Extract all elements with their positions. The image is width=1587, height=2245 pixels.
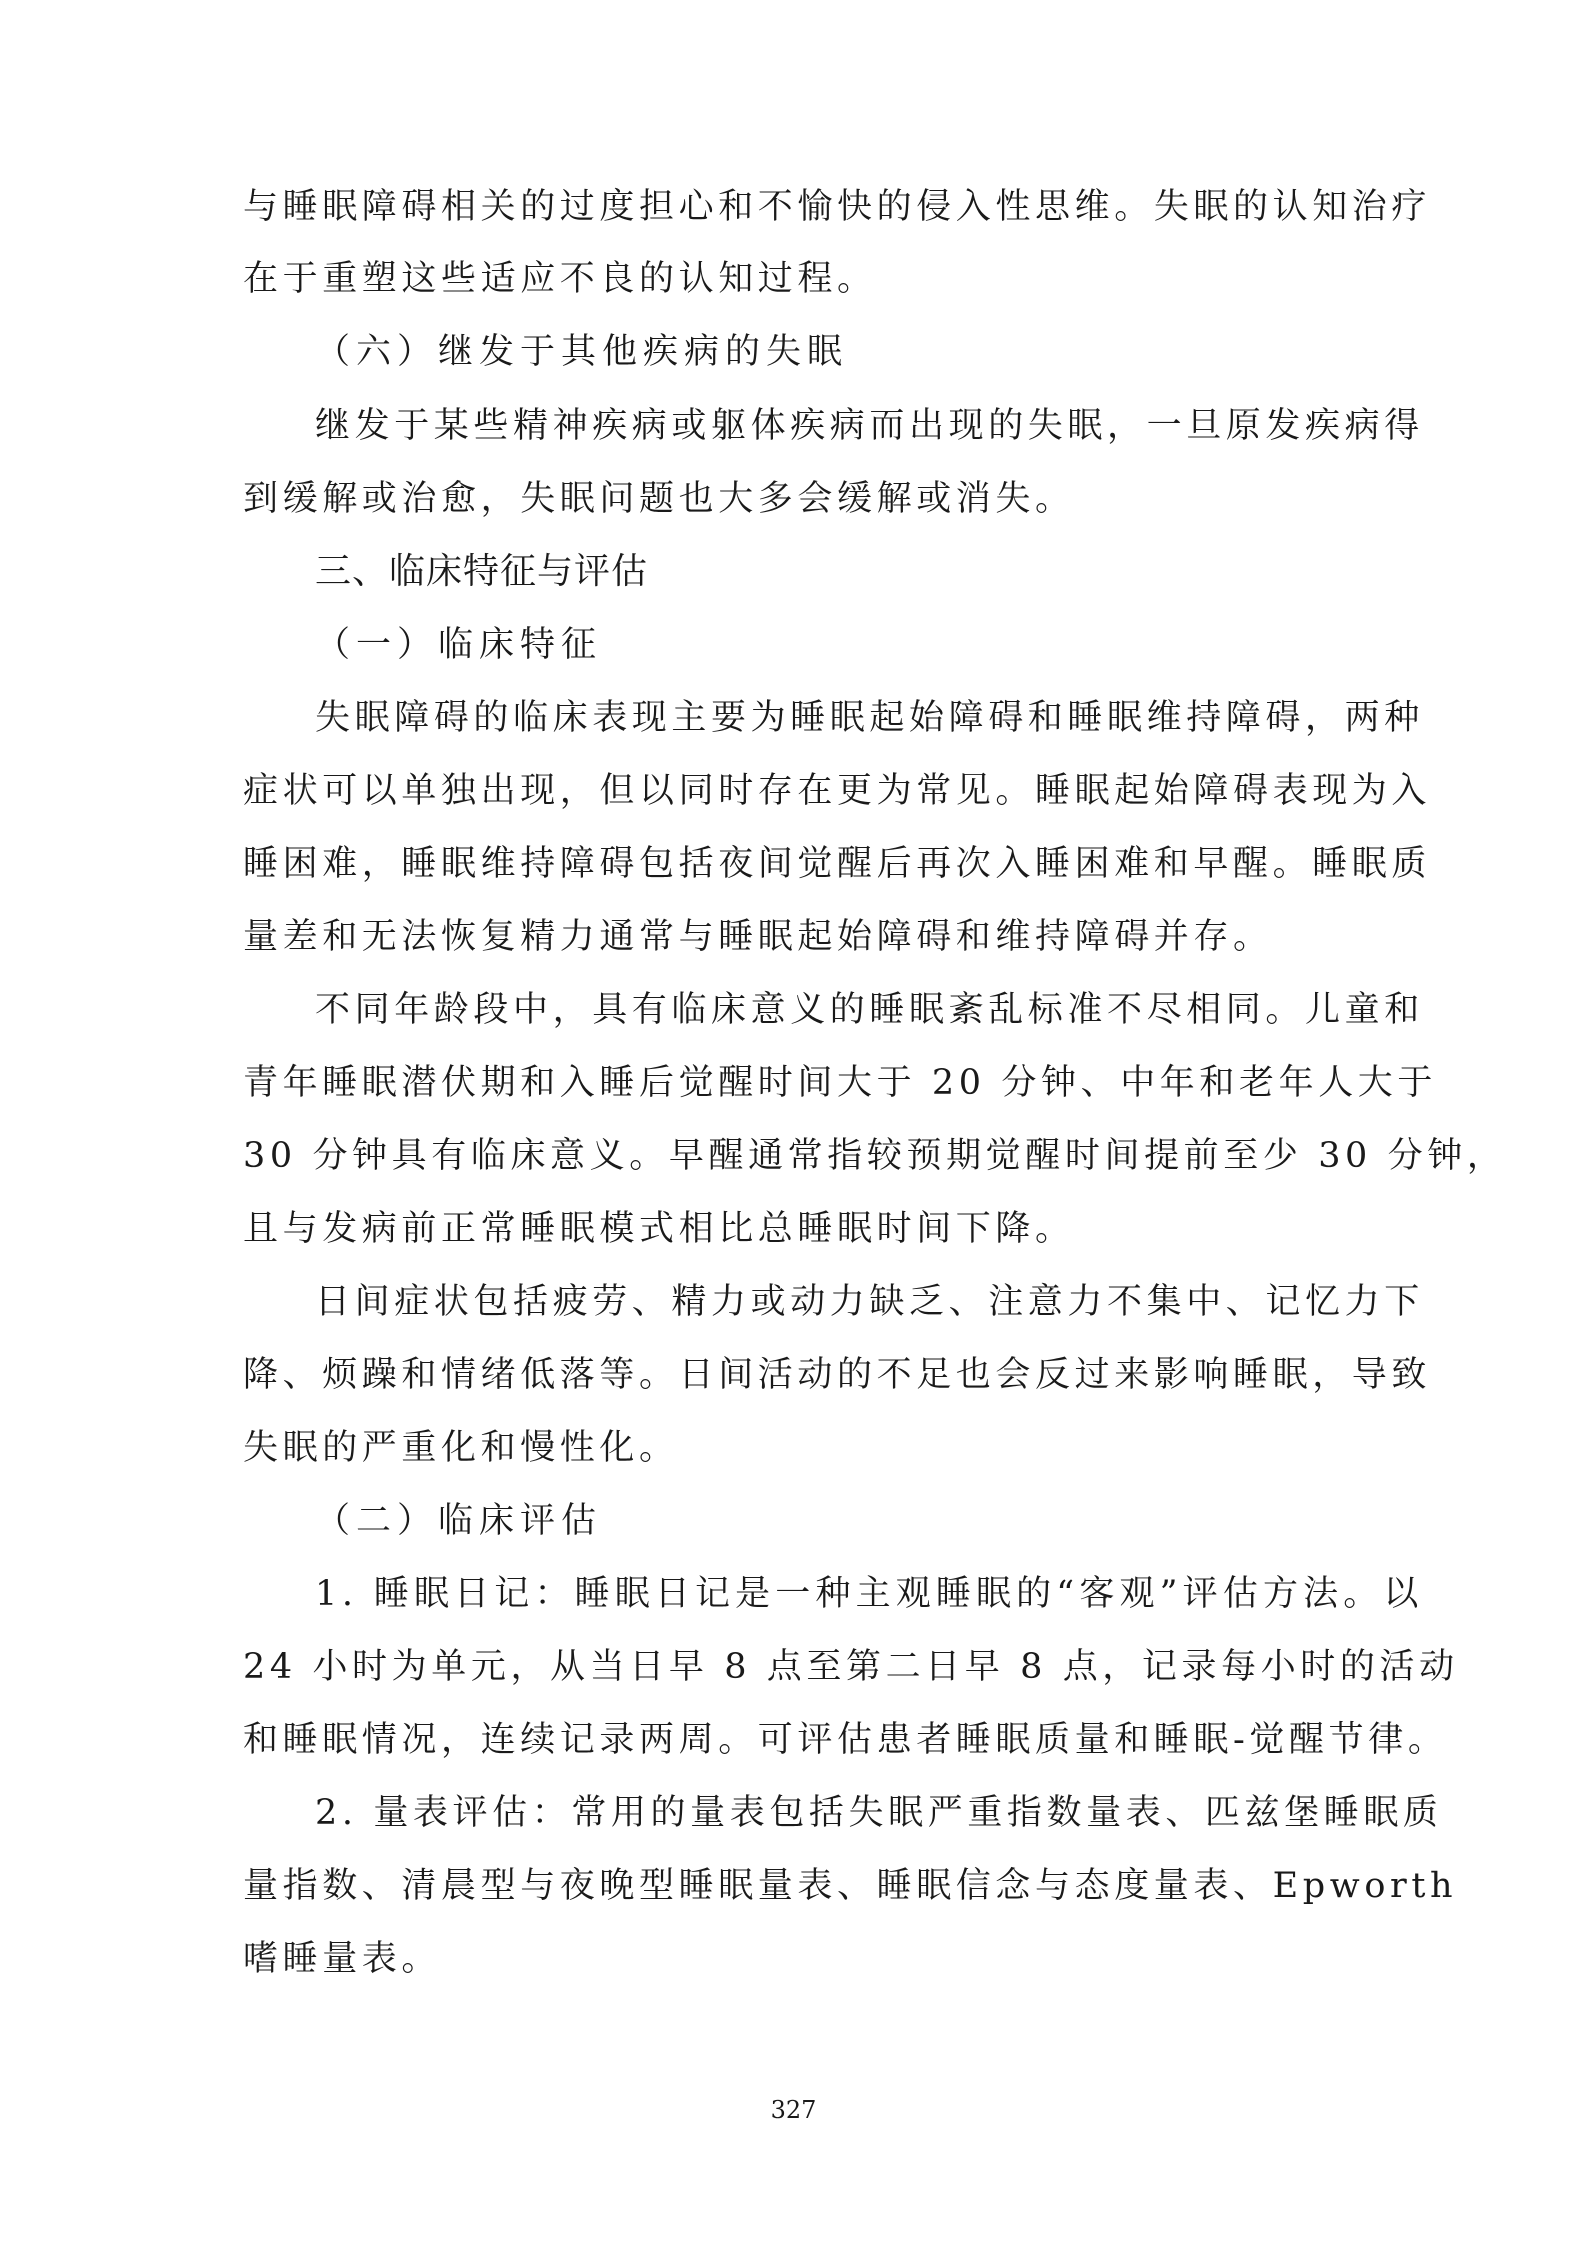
- paragraph-line: 2. 量表评估：常用的量表包括失眠严重指数量表、匹兹堡睡眠质: [315, 1793, 1443, 1833]
- paragraph-line: 且与发病前正常睡眠模式相比总睡眠时间下降。: [243, 1209, 1075, 1249]
- section-subheading: （二）临床评估: [315, 1501, 603, 1541]
- paragraph-line: 和睡眠情况，连续记录两周。可评估患者睡眠质量和睡眠-觉醒节律。: [243, 1720, 1448, 1760]
- paragraph-line: 量差和无法恢复精力通常与睡眠起始障碍和维持障碍并存。: [243, 917, 1273, 957]
- paragraph-line: 到缓解或治愈，失眠问题也大多会缓解或消失。: [243, 479, 1075, 519]
- paragraph-line: 失眠的严重化和慢性化。: [243, 1428, 679, 1468]
- paragraph-line: 1. 睡眠日记：睡眠日记是一种主观睡眠的“客观”评估方法。以: [315, 1574, 1423, 1614]
- paragraph-line: 在于重塑这些适应不良的认知过程。: [243, 259, 877, 299]
- paragraph-line: 失眠障碍的临床表现主要为睡眠起始障碍和睡眠维持障碍，两种: [315, 698, 1424, 738]
- paragraph-line: 日间症状包括疲劳、精力或动力缺乏、注意力不集中、记忆力下: [315, 1282, 1424, 1322]
- paragraph-line: 睡困难，睡眠维持障碍包括夜间觉醒后再次入睡困难和早醒。睡眠质: [243, 844, 1432, 884]
- paragraph-line: 量指数、清晨型与夜晚型睡眠量表、睡眠信念与态度量表、Epworth: [243, 1866, 1458, 1906]
- section-subheading: （六）继发于其他疾病的失眠: [315, 332, 849, 372]
- paragraph-line: 与睡眠障碍相关的过度担心和不愉快的侵入性思维。失眠的认知治疗: [243, 187, 1432, 227]
- paragraph-line: 30 分钟具有临床意义。早醒通常指较预期觉醒时间提前至少 30 分钟，: [243, 1136, 1507, 1176]
- paragraph-line: 24 小时为单元，从当日早 8 点至第二日早 8 点，记录每小时的活动: [243, 1647, 1459, 1687]
- paragraph-line: 青年睡眠潜伏期和入睡后觉醒时间大于 20 分钟、中年和老年人大于: [243, 1063, 1437, 1103]
- page-number: 327: [770, 2096, 817, 2124]
- paragraph-line: 不同年龄段中，具有临床意义的睡眠紊乱标准不尽相同。儿童和: [315, 990, 1424, 1030]
- section-heading: 三、临床特征与评估: [315, 551, 649, 592]
- paragraph-line: 继发于某些精神疾病或躯体疾病而出现的失眠，一旦原发疾病得: [315, 406, 1424, 446]
- paragraph-line: 降、烦躁和情绪低落等。日间活动的不足也会反过来影响睡眠，导致: [243, 1355, 1432, 1395]
- paragraph-line: 嗜睡量表。: [243, 1939, 442, 1979]
- section-subheading: （一）临床特征: [315, 625, 603, 665]
- paragraph-line: 症状可以单独出现，但以同时存在更为常见。睡眠起始障碍表现为入: [243, 771, 1432, 811]
